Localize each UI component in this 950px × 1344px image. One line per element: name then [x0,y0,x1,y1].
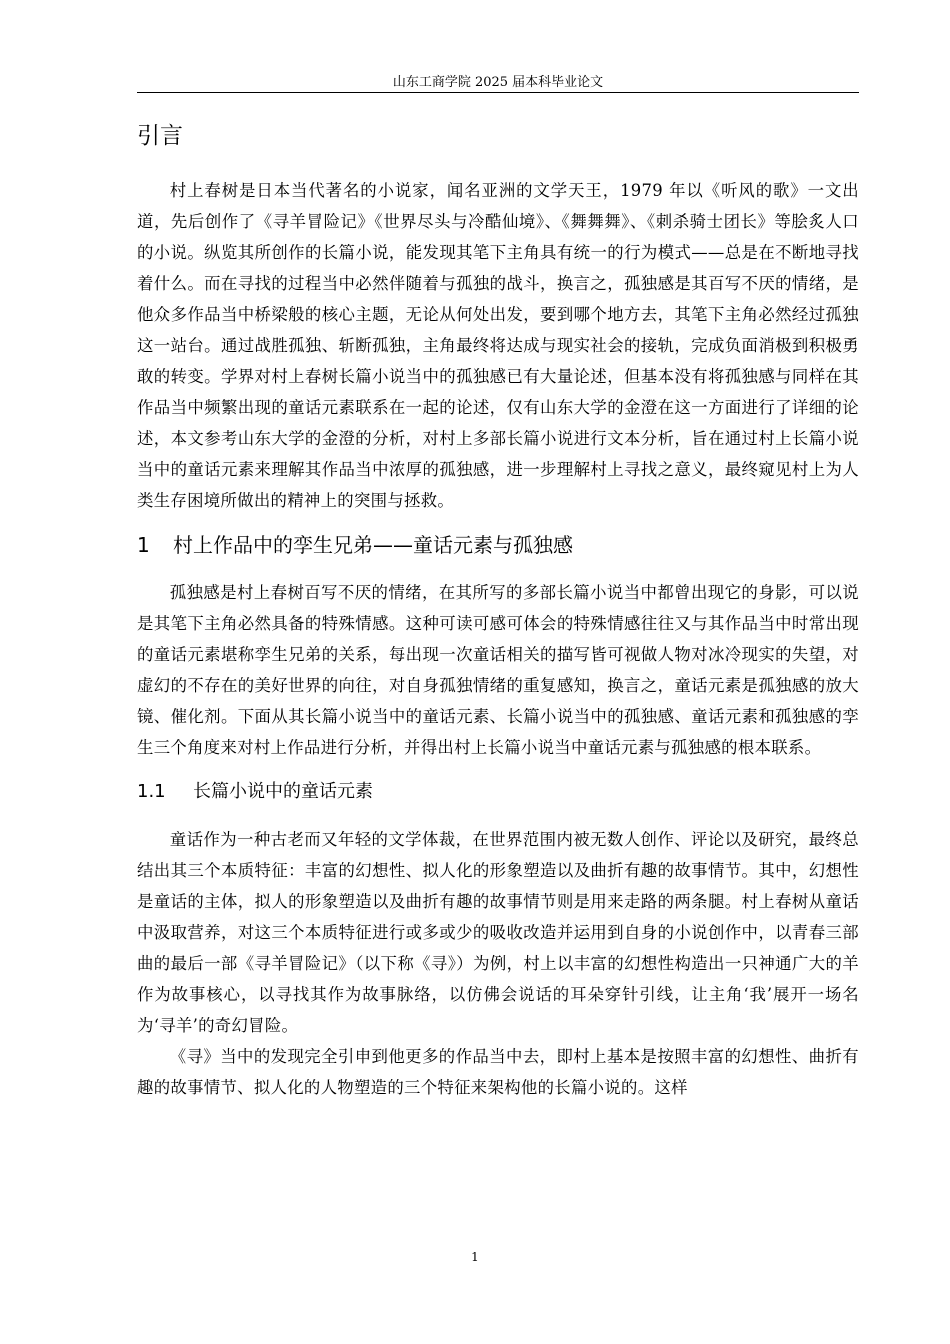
running-header: 山东工商学院 2025 届本科毕业论文 [392,75,604,90]
section-1-1-heading [137,778,859,806]
section-1-1-number: 1.1 [137,781,166,802]
section-1-paragraph: 孤独感是村上春树百写不厌的情绪，在其所写的多部长篇小说当中都曾出现它的身影，可以说是其笔下主角必然具备的特殊情感。这种可读可感可体会的特殊情感往往又与其作品当中时常出现的童话元素堪称孪生兄弟的关系，每出现一次童话相关的描写皆可视做人物对冰冷现实的失望，对虚幻的不存在的美好世界的向往，对自身孤独情绪的重复感知，换言之，童话元素是孤独感的放大镜、催化剂。下面从其长篇小说当中的童话元素、长篇小说当中的孤独感、童话元素和孤独感的孪生三个角度来对村上作品进行分析，并得出村上长篇小说当中童话元素与孤独感的根本联系。 [137,583,859,757]
intro-heading: 引言 [137,123,183,149]
page-body [137,112,859,1103]
intro-paragraph: 村上春树是日本当代著名的小说家，闻名亚洲的文学天王，1979 年以《听风的歌》一文出道，先后创作了《寻羊冒险记》《世界尽头与冷酷仙境》、《舞舞舞》、《刺杀骑士团长》等脍炙人口的小说。纵览其所创作的长篇小说，能发现其笔下主角具有统一的行为模式——总是在不断地寻找着什么。而在寻找的过程当中必然伴随着与孤独的战斗，换言之，孤独感是其百写不厌的情绪，是他众多作品当中桥梁般的核心主题，无论从何处出发，要到哪个地方去，其笔下主角必然经过孤独这一站台。通过战胜孤独、斩断孤独，主角最终将达成与现实社会的接轨，完成负面消极到积极勇敢的转变。学界对村上春树长篇小说当中的孤独感已有大量论述，但基本没有将孤独感与同样在其作品当中频繁出现的童话元素联系在一起的论述，仅有山东大学的金澄在这一方面进行了详细的论述，本文参考山东大学的金澄的分析，对村上多部长篇小说进行文本分析，旨在通过村上长篇小说当中的童话元素来理解其作品当中浓厚的孤独感，进一步理解村上寻找之意义，最终窥见村上为人类生存困境所做出的精神上的突围与拯救。 [137,181,859,510]
section-1-1-paragraph-1: 童话作为一种古老而又年轻的文学体裁，在世界范围内被无数人创作、评论以及研究，最终总结出其三个本质特征：丰富的幻想性、拟人化的形象塑造以及曲折有趣的故事情节。其中，幻想性是童话的主体，拟人的形象塑造以及曲折有趣的故事情节则是用来走路的两条腿。村上春树从童话中汲取营养，对这三个本质特征进行或多或少的吸收改造并运用到自身的小说创作中，以青春三部曲的最后一部《寻羊冒险记》（以下称《寻》）为例，村上以丰富的幻想性构造出一只神通广大的羊作为故事核心，以寻找其作为故事脉络，以仿佛会说话的耳朵穿针引线，让主角‘我’展开一场名为‘寻羊’的奇幻冒险。 [137,830,859,1035]
section-1-1-title: 长篇小说中的童话元素 [193,781,373,802]
header-rule [137,92,859,93]
section-1-number: 1 [137,533,150,557]
section-1-heading [137,530,859,560]
page-number: 1 [471,1250,479,1264]
section-1-1-paragraph-2: 《寻》当中的发现完全引申到他更多的作品当中去，即村上基本是按照丰富的幻想性、曲折有趣的故事情节、拟人化的人物塑造的三个特征来架构他的长篇小说的。这样 [137,1047,859,1097]
section-1-title: 村上作品中的孪生兄弟——童话元素与孤独感 [173,533,573,557]
